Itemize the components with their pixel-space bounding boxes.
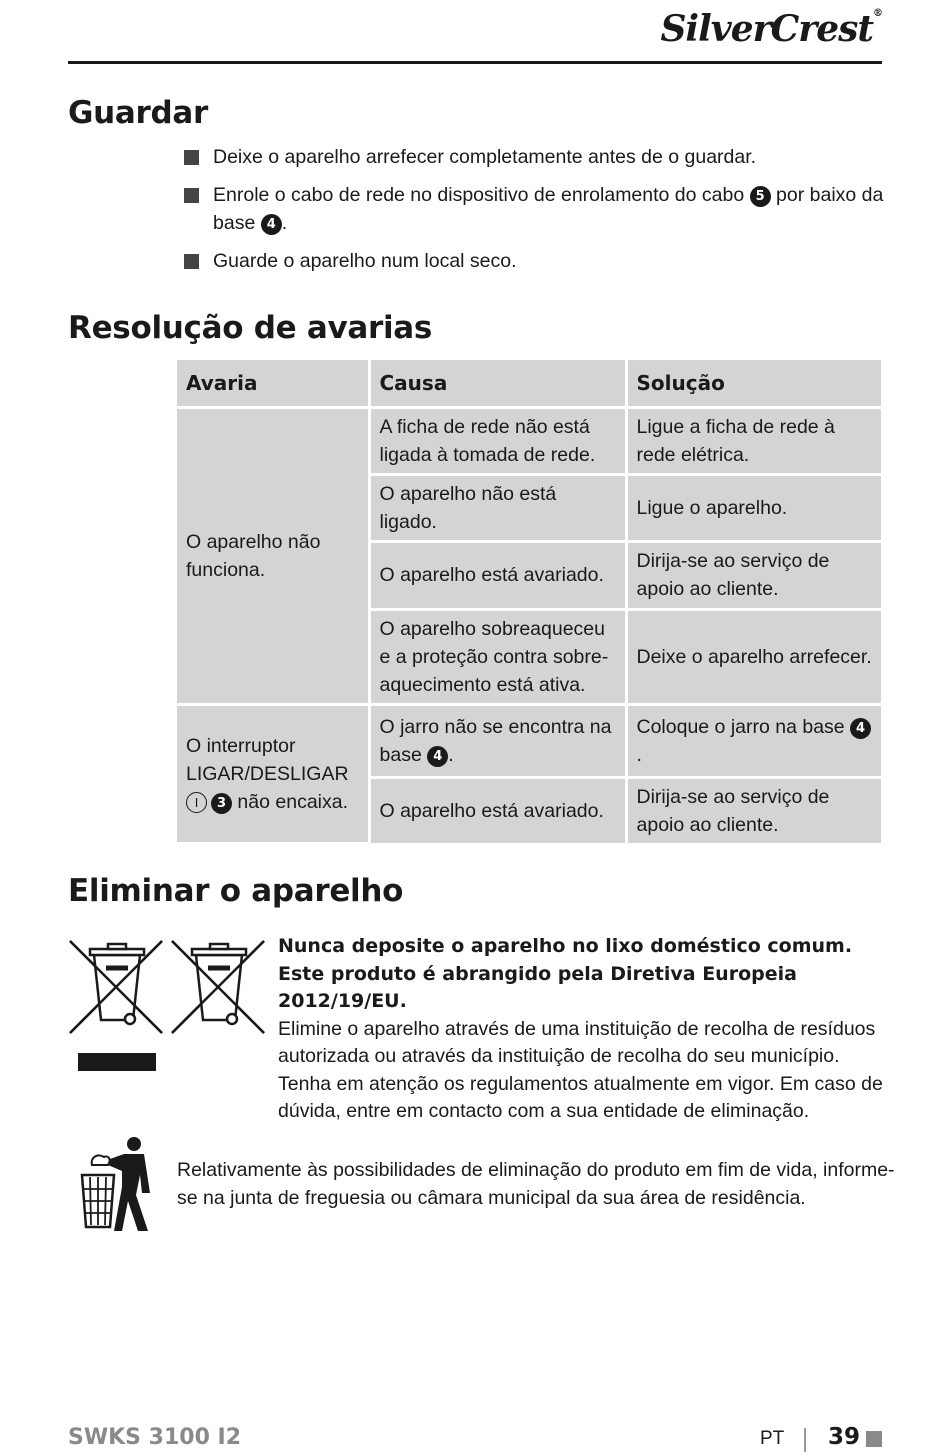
disposal-warning: Nunca deposite o aparelho no lixo doméstico comum. Este produto é abrangido pela Diretiva Europeia 2012/19/EU. (278, 935, 853, 1012)
header-rule (68, 61, 882, 64)
crossed-bin-icon (172, 941, 264, 1033)
column-header-causa: Causa (369, 360, 626, 407)
power-switch-icon: I (186, 792, 207, 813)
weee-bar-icon (78, 1053, 156, 1071)
list-item: Enrole o cabo de rede no dispositivo de enrolamento do cabo 5 por baixo da base 4 . (184, 181, 884, 237)
bullet-square-icon (184, 150, 199, 165)
troubleshooting-table (177, 360, 881, 845)
table-row (177, 704, 881, 777)
column-header-avaria: Avaria (177, 360, 369, 407)
part-number-badge: 4 (427, 746, 448, 767)
table-header-row (177, 360, 881, 407)
bullet-square-icon (184, 188, 199, 203)
footer-language: PT (760, 1428, 785, 1449)
list-item: Deixe o aparelho arrefecer completamente antes de o guardar. (184, 143, 884, 171)
avaria-cell: O aparelho não funciona. (177, 407, 369, 704)
footer-model: SWKS 3100 I2 (68, 1425, 242, 1450)
part-number-badge: 4 (850, 718, 871, 739)
part-number-badge: 3 (211, 793, 232, 814)
disposal-body: Elimine o aparelho através de uma instituição de recolha de resíduos autorizada ou através da instituição de recolha do seu município. Tenha em atenção os regulamentos atualmente em vigor. Em caso de dúvida, entre em contacto com a sua entidade de eliminação. (278, 1017, 883, 1122)
crossed-bin-icons (68, 935, 268, 1075)
crossed-bin-icon (70, 941, 162, 1033)
disposal-note: Relativamente às possibilidades de eliminação do produto em fim de vida, informe-se na junta de freguesia ou câmara municipal da sua área de residência. (177, 1159, 895, 1209)
column-header-solucao: Solução (626, 360, 881, 407)
guardar-list (184, 143, 884, 285)
disposal-text (278, 933, 888, 1126)
section-title-resolucao: Resolução de avarias (68, 310, 433, 346)
causa-cell: O aparelho está avariado. (369, 541, 626, 609)
part-number-badge: 5 (750, 186, 771, 207)
tidyman-icon (78, 1135, 154, 1231)
bullet-square-icon (184, 254, 199, 269)
avaria-cell: O interruptor LIGAR/DESLIGAR I 3 não encaixa. (177, 704, 369, 843)
causa-cell: O aparelho sobreaqueceu e a proteção contra sobre-aquecimento está ativa. (369, 609, 626, 704)
solucao-cell: Ligue o aparelho. (626, 474, 881, 541)
causa-cell: O aparelho não está ligado. (369, 474, 626, 541)
page-number: 39 (828, 1424, 861, 1450)
list-item: Guarde o aparelho num local seco. (184, 247, 884, 275)
table-row (177, 407, 881, 474)
causa-cell: O aparelho está avariado. (369, 777, 626, 843)
section-title-guardar: Guardar (68, 95, 209, 131)
solucao-cell: Dirija-se ao serviço de apoio ao cliente. (626, 541, 881, 609)
causa-cell: O jarro não se encontra na base 4 . (369, 704, 626, 777)
solucao-cell: Ligue a ficha de rede à rede elétrica. (626, 407, 881, 474)
brand-logo: SilverCrest® (660, 8, 882, 50)
solucao-cell: Deixe o aparelho arrefecer. (626, 609, 881, 704)
part-number-badge: 4 (261, 214, 282, 235)
solucao-cell: Coloque o jarro na base 4. (626, 704, 881, 777)
section-title-eliminar: Eliminar o aparelho (68, 873, 404, 909)
solucao-cell: Dirija-se ao serviço de apoio ao cliente. (626, 777, 881, 843)
footer-square-icon (866, 1431, 882, 1447)
footer-separator (804, 1428, 806, 1452)
causa-cell: A ficha de rede não está ligada à tomada de rede. (369, 407, 626, 474)
